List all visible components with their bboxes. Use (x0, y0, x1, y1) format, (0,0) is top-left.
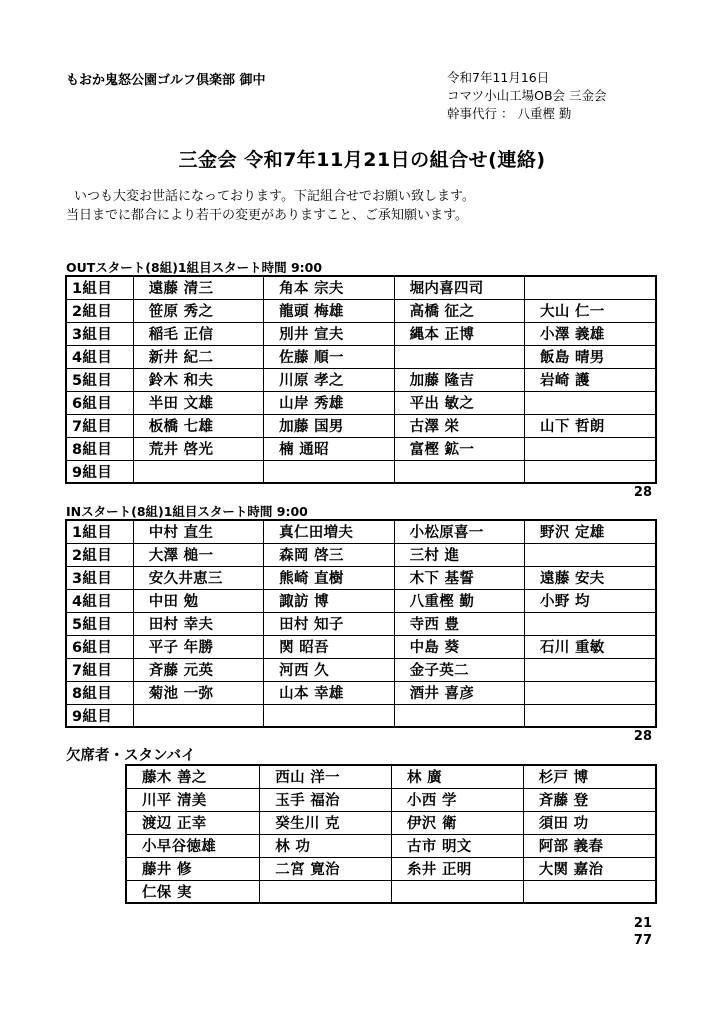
player-name: 小野 均 (525, 589, 656, 612)
intro-line-1: いつも大変お世話になっております。下記組合せでお願い致します。 (74, 189, 475, 204)
player-name: 関 昭吾 (264, 635, 394, 658)
organizer: 幹事代行 ： 八重樫 勤 (447, 106, 572, 121)
standby-player-name: 斉藤 登 (523, 788, 656, 811)
player-name (525, 681, 656, 704)
player-name: 遠藤 清三 (133, 276, 263, 299)
in-group-row (66, 520, 656, 543)
player-name: 諏訪 博 (264, 589, 394, 612)
in-group-row (66, 566, 656, 589)
standby-row (126, 765, 656, 788)
player-name: 富樫 鉱一 (394, 437, 524, 460)
player-name: 縄本 正博 (394, 322, 524, 345)
standby-player-name: 林 功 (260, 834, 392, 857)
standby-player-name: 林 廣 (392, 765, 524, 788)
group-label: 9組目 (66, 704, 133, 727)
out-group-row (66, 460, 656, 483)
in-pairing-table (65, 519, 657, 728)
player-name (525, 704, 656, 727)
player-name: 板橋 七雄 (133, 414, 263, 437)
standby-player-name: 糸井 正明 (392, 857, 524, 880)
standby-player-name: 玉手 福治 (260, 788, 392, 811)
standby-player-name: 小早谷徳雄 (126, 834, 260, 857)
in-group-row (66, 681, 656, 704)
player-name (525, 276, 656, 299)
in-group-row (66, 589, 656, 612)
player-name (264, 704, 394, 727)
out-group-row (66, 299, 656, 322)
player-name: 斉藤 元英 (133, 658, 263, 681)
standby-player-name: 阿部 義春 (523, 834, 656, 857)
player-name: 加藤 隆吉 (394, 368, 524, 391)
player-name (394, 704, 524, 727)
player-name (525, 437, 656, 460)
standby-row (126, 880, 656, 903)
player-name: 中村 直生 (133, 520, 263, 543)
standby-row (126, 857, 656, 880)
out-group-row (66, 414, 656, 437)
group-label: 5組目 (66, 612, 133, 635)
group-label: 3組目 (66, 566, 133, 589)
player-name: 安久井恵三 (133, 566, 263, 589)
player-name: 角本 宗夫 (264, 276, 394, 299)
player-name: 飯島 晴男 (525, 345, 656, 368)
in-section-heading: INスタート(8組)1組目スタート時間 9:00 (66, 504, 308, 519)
player-name: 加藤 国男 (264, 414, 394, 437)
player-name: 半田 文雄 (133, 391, 263, 414)
group-label: 7組目 (66, 414, 133, 437)
player-name: 田村 幸夫 (133, 612, 263, 635)
player-name: 龍頭 梅雄 (264, 299, 394, 322)
player-name: 新井 紀二 (133, 345, 263, 368)
out-group-row (66, 368, 656, 391)
intro-line-2: 当日までに都合により若干の変更がありますこと、ご承知願います。 (66, 208, 468, 223)
organization: コマツ小山工場OB会 三金会 (447, 88, 607, 103)
player-name: 大山 仁一 (525, 299, 656, 322)
player-name: 山岸 秀雄 (264, 391, 394, 414)
player-name (525, 658, 656, 681)
group-label: 6組目 (66, 391, 133, 414)
player-name: 遠藤 安夫 (525, 566, 656, 589)
player-name: 別井 宣夫 (264, 322, 394, 345)
group-label: 8組目 (66, 437, 133, 460)
player-name: 八重樫 勤 (394, 589, 524, 612)
standby-player-name: 須田 功 (523, 811, 656, 834)
player-name (394, 345, 524, 368)
player-name: 森岡 啓三 (264, 543, 394, 566)
in-group-row (66, 635, 656, 658)
in-group-row (66, 612, 656, 635)
player-name: 酒井 喜彦 (394, 681, 524, 704)
player-name: 石川 重敏 (525, 635, 656, 658)
standby-row (126, 811, 656, 834)
standby-row (126, 788, 656, 811)
player-name: 小松原喜一 (394, 520, 524, 543)
group-label: 2組目 (66, 299, 133, 322)
standby-player-name: 小西 学 (392, 788, 524, 811)
standby-player-name: 大関 嘉治 (523, 857, 656, 880)
out-group-row (66, 437, 656, 460)
player-name: 古澤 栄 (394, 414, 524, 437)
group-label: 8組目 (66, 681, 133, 704)
standby-player-name: 古市 明文 (392, 834, 524, 857)
player-name: 平子 年勝 (133, 635, 263, 658)
player-name: 岩崎 護 (525, 368, 656, 391)
standby-player-name: 杉戸 博 (523, 765, 656, 788)
group-label: 1組目 (66, 276, 133, 299)
player-name (264, 460, 394, 483)
standby-player-name: 西山 洋一 (260, 765, 392, 788)
standby-player-name: 渡辺 正幸 (126, 811, 260, 834)
player-name: 山下 哲朗 (525, 414, 656, 437)
player-name (133, 460, 263, 483)
player-name: 鈴木 和夫 (133, 368, 263, 391)
player-name: 金子英二 (394, 658, 524, 681)
sender-block (447, 69, 607, 123)
player-name (525, 391, 656, 414)
group-label: 6組目 (66, 635, 133, 658)
standby-player-name (392, 880, 524, 903)
player-name: 堀内喜四司 (394, 276, 524, 299)
player-name: 高橋 征之 (394, 299, 524, 322)
group-label: 2組目 (66, 543, 133, 566)
group-label: 1組目 (66, 520, 133, 543)
player-name: 山本 幸雄 (264, 681, 394, 704)
player-name: 野沢 定雄 (525, 520, 656, 543)
in-group-row (66, 704, 656, 727)
player-name: 小澤 義雄 (525, 322, 656, 345)
player-name: 平出 敏之 (394, 391, 524, 414)
out-group-row (66, 345, 656, 368)
group-label: 3組目 (66, 322, 133, 345)
in-group-row (66, 543, 656, 566)
player-name: 田村 知子 (264, 612, 394, 635)
out-pairing-table (65, 275, 657, 484)
standby-player-name: 伊沢 衛 (392, 811, 524, 834)
document-date: 令和7年11月16日 (447, 70, 550, 85)
group-label: 5組目 (66, 368, 133, 391)
grand-total-count: 77 (633, 933, 652, 948)
player-name: 楠 通昭 (264, 437, 394, 460)
out-total-count: 28 (633, 485, 652, 500)
player-name: 笹原 秀之 (133, 299, 263, 322)
player-name: 稲毛 正信 (133, 322, 263, 345)
standby-player-name: 二宮 寛治 (260, 857, 392, 880)
out-group-row (66, 391, 656, 414)
player-name: 佐藤 順一 (264, 345, 394, 368)
standby-row (126, 834, 656, 857)
player-name: 河西 久 (264, 658, 394, 681)
player-name (394, 460, 524, 483)
standby-player-name (260, 880, 392, 903)
in-group-row (66, 658, 656, 681)
player-name: 真仁田増夫 (264, 520, 394, 543)
player-name (525, 612, 656, 635)
player-name: 三村 進 (394, 543, 524, 566)
out-section-heading: OUTスタート(8組)1組目スタート時間 9:00 (66, 260, 323, 275)
standby-player-name: 仁保 実 (126, 880, 260, 903)
standby-section-heading: 欠席者・スタンバイ (66, 748, 196, 764)
out-group-row (66, 322, 656, 345)
player-name: 熊崎 直樹 (264, 566, 394, 589)
page-title: 三金会 令和7年11月21日の組合せ(連絡) (178, 149, 546, 171)
standby-player-name: 藤井 修 (126, 857, 260, 880)
player-name: 荒井 啓光 (133, 437, 263, 460)
player-name (133, 704, 263, 727)
standby-totals (600, 915, 652, 949)
player-name: 木下 基誓 (394, 566, 524, 589)
standby-player-name: 川平 清美 (126, 788, 260, 811)
intro-text (66, 187, 475, 225)
standby-player-name: 癸生川 克 (260, 811, 392, 834)
group-label: 9組目 (66, 460, 133, 483)
player-name: 中田 勉 (133, 589, 263, 612)
group-label: 4組目 (66, 589, 133, 612)
player-name: 中島 葵 (394, 635, 524, 658)
player-name: 菊池 一弥 (133, 681, 263, 704)
out-group-row (66, 276, 656, 299)
addressee: もおか鬼怒公園ゴルフ倶楽部 御中 (66, 73, 266, 88)
group-label: 4組目 (66, 345, 133, 368)
player-name (525, 460, 656, 483)
standby-total-count: 21 (633, 916, 652, 931)
player-name: 寺西 豊 (394, 612, 524, 635)
player-name: 大澤 槌一 (133, 543, 263, 566)
standby-player-name (523, 880, 656, 903)
in-total-count: 28 (633, 729, 652, 744)
group-label: 7組目 (66, 658, 133, 681)
standby-player-name: 藤木 善之 (126, 765, 260, 788)
player-name (525, 543, 656, 566)
player-name: 川原 孝之 (264, 368, 394, 391)
standby-table (125, 764, 657, 904)
